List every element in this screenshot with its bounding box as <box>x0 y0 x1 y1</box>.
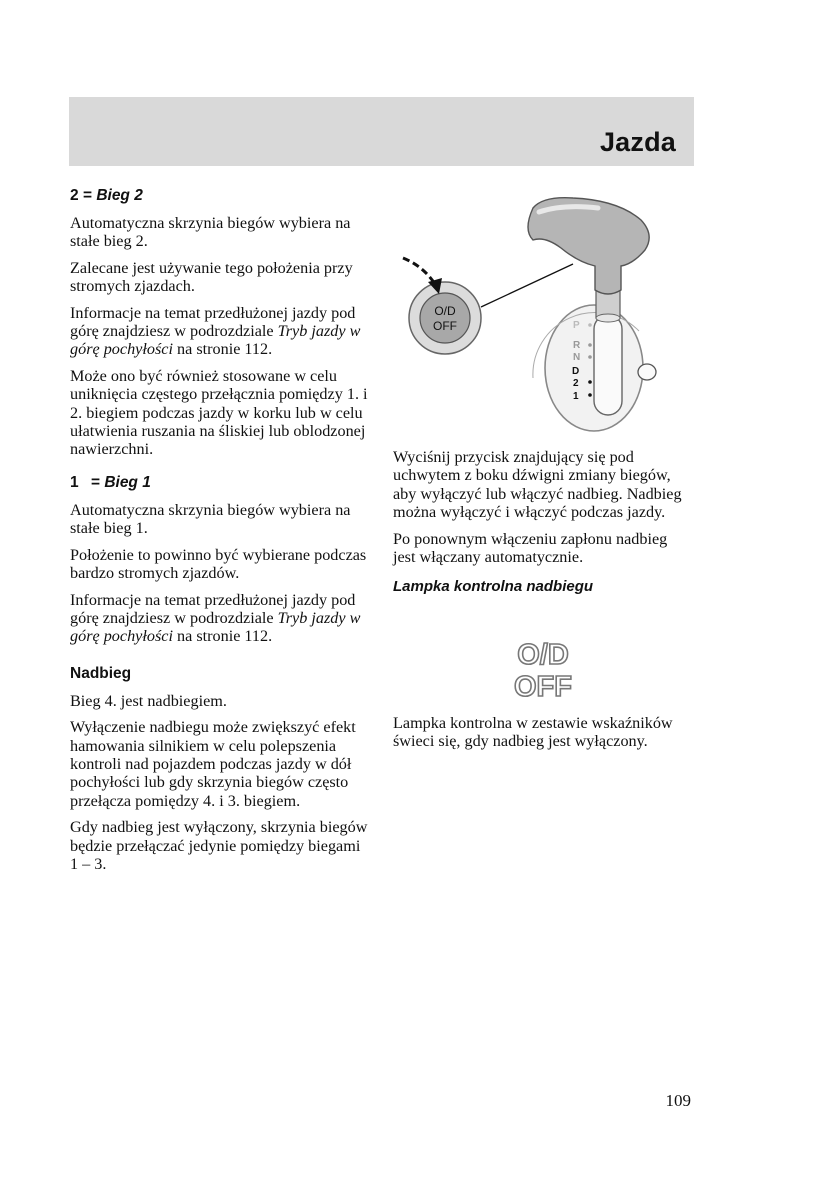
paragraph <box>70 304 370 359</box>
paragraph: Może ono być również stosowane w celu uniknięcia częstego przełącznia pomiędzy 1. i 2. biegiem podczas jazdy w korku lub w celu ułatwienia ruszania na śliskiej lub oblodzonej nawierzchni. <box>70 366 368 459</box>
od-button-label-line2: OFF <box>433 319 457 333</box>
lamp-subheading: Lampka kontrolna nadbiegu <box>393 578 594 596</box>
paragraph: Automatyczna skrzynia biegów wybiera na stałe bieg 1. <box>70 500 351 538</box>
page-title: Jazda <box>599 127 676 157</box>
paragraph: Lampka kontrolna w zestawie wskaźników świeci się, gdy nadbieg jest wyłączony. <box>393 714 673 751</box>
lever-collar <box>596 314 620 322</box>
equals-sign: = <box>82 187 92 204</box>
text: na stronie 112. <box>172 627 273 646</box>
press-arrow-icon <box>403 258 435 284</box>
od-off-warning-lamp-icon <box>503 636 583 700</box>
cross-reference: Tryb jazdy w górę pochyłości <box>70 608 361 646</box>
gear-label-n: N <box>573 352 581 363</box>
equals-sign: = <box>90 473 100 491</box>
gear-number: 1 <box>70 473 79 491</box>
paragraph: Bieg 4. jest nadbiegiem. <box>70 691 227 710</box>
lamp-label-line1: O/D <box>517 639 569 671</box>
text: Informacje na temat przedłużonej jazdy pod górę znajdziesz w podrozdziale <box>70 590 356 627</box>
gear-dot <box>588 323 592 327</box>
paragraph: Zalecane jest używanie tego położenia przy stromych zjazdach. <box>70 258 353 296</box>
cross-reference: Tryb jazdy w górę pochyłości <box>70 322 361 359</box>
gear-label-2: 2 <box>573 378 579 389</box>
lamp-label-line2: OFF <box>514 671 572 700</box>
gear-slot <box>594 315 622 415</box>
gear-label-d: D <box>572 366 580 377</box>
gear-label-1: 1 <box>573 391 579 402</box>
left-column <box>70 186 370 881</box>
text: na stronie 112. <box>172 340 273 359</box>
gear-dot <box>588 343 592 347</box>
paragraph: Położenie to powinno być wybierane podczas bardzo stromych zjazdów. <box>70 545 367 583</box>
text: Informacje na temat przedłużonej jazdy pod górę znajdziesz w podrozdziale <box>70 303 356 341</box>
leader-line <box>481 264 573 307</box>
paragraph: Wyłączenie nadbiegu może zwiększyć efekt hamowania silnikiem w celu polepszenia kontroli nad pojazdem podczas jazdy w dół pochyłości lub gdy skrzynia biegów często przełącza pomiędzy 4. i 3. biegiem. <box>70 718 356 810</box>
paragraph: Gdy nadbieg jest wyłączony, skrzynia biegów będzie przełączać jedynie pomiędzy biegami 1 – 3. <box>70 818 368 873</box>
gear-dot <box>588 380 592 384</box>
page-number: 109 <box>665 1091 691 1110</box>
od-button <box>420 293 470 343</box>
right-column-lower <box>393 714 693 759</box>
section-heading-nadbieg: Nadbieg <box>70 664 132 682</box>
gear-title: Bieg 2 <box>96 187 143 204</box>
right-column <box>393 448 693 603</box>
paragraph: Automatyczna skrzynia biegów wybiera na stałe bieg 2. <box>70 214 351 251</box>
gear-number: 2 <box>70 187 79 204</box>
gear-selector-illustration <box>393 190 693 440</box>
gear-dot <box>588 393 592 397</box>
paragraph <box>70 591 370 646</box>
paragraph: Wyciśnij przycisk znajdujący się pod uchwytem z boku dźwigni zmiany biegów, aby wyłączyć lub włączyć nadbieg. Nadbieg można wyłączyć i włączyć podczas jazdy. <box>393 448 682 522</box>
section-heading-bieg-2 <box>70 186 370 206</box>
gear-title: Bieg 1 <box>104 473 151 491</box>
header-band <box>69 97 694 166</box>
gate-hole <box>638 364 656 380</box>
section-heading-bieg-1 <box>70 473 370 493</box>
gear-dot <box>588 355 592 359</box>
od-button-label-line1: O/D <box>434 304 456 318</box>
gear-label-p: P <box>573 320 580 331</box>
paragraph: Po ponownym włączeniu zapłonu nadbieg jest włączany automatycznie. <box>393 529 668 567</box>
gear-label-r: R <box>573 340 581 351</box>
